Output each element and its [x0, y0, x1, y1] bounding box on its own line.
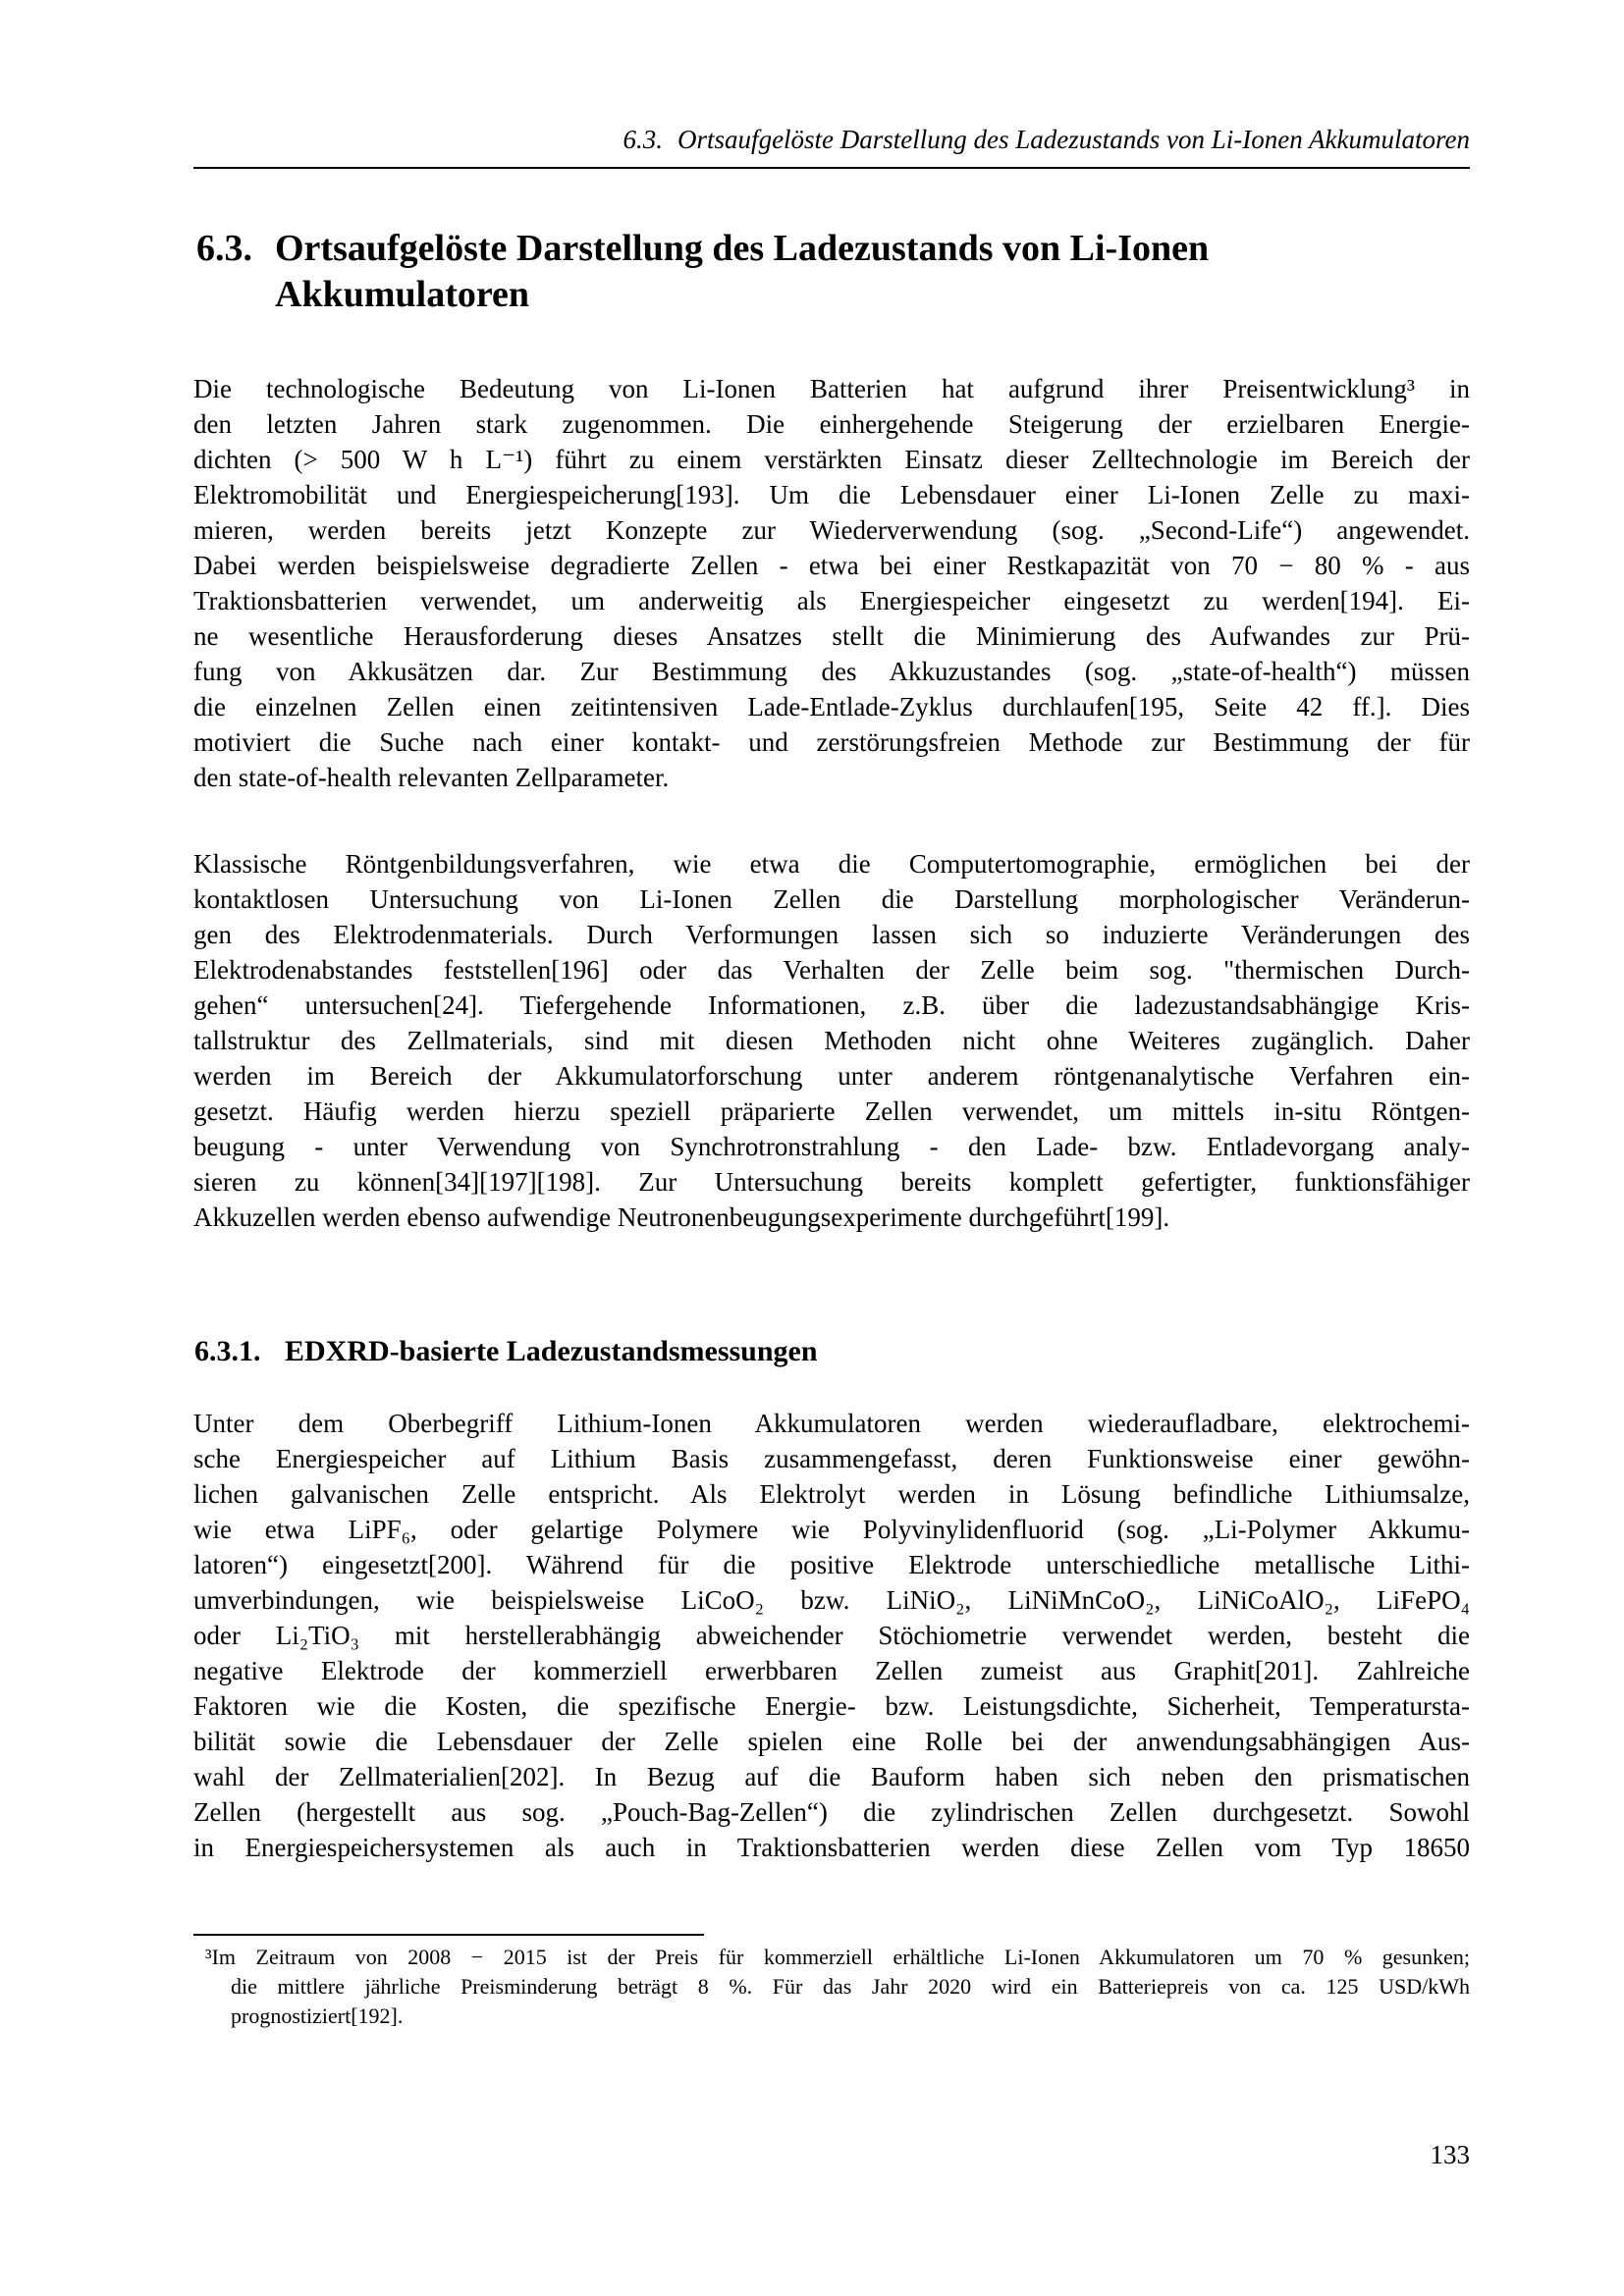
text-line: Elektrodenabstandes feststellen[196] oder das Verhalten der Zelle beim sog. "thermischen Durch- [193, 955, 1470, 985]
text-line: Zellen (hergestellt aus sog. „Pouch-Bag-Zellen“) die zylindrischen Zellen durchgesetzt. Sowohl [193, 1797, 1470, 1827]
subsection-title: EDXRD-basierte Ladezustandsmessungen [285, 1335, 818, 1367]
text-line: Ortsaufgelöste Darstellung des Ladezustands von Li-Ionen [275, 228, 1210, 269]
text-line: Dabei werden beispielsweise degradierte Zellen - etwa bei einer Restkapazität von 70 − 80 % - aus [193, 551, 1470, 580]
header-rule [193, 167, 1470, 169]
text-line: ³Im Zeitraum von 2008 − 2015 ist der Preis für kommerziell erhältliche Li-Ionen Akkumulatoren um 70 % gesunken; [205, 1945, 1470, 1969]
text-line: Unter dem Oberbegriff Lithium-Ionen Akkumulatoren werden wiederaufladbare, elektrochemi- [193, 1409, 1470, 1438]
text-line: latoren“) eingesetzt[200]. Während für die positive Elektrode unterschiedliche metallische Lithi- [193, 1550, 1470, 1579]
footnote [193, 1943, 1470, 2031]
text-line: umverbindungen, wie beispielsweise LiCoO₂ bzw. LiNiO₂, LiNiMnCoO₂, LiNiCoAlO₂, LiFePO₄ [193, 1585, 1470, 1615]
text-line: gesetzt. Häufig werden hierzu speziell präparierte Zellen verwendet, um mittels in-situ Röntgen- [193, 1096, 1470, 1126]
text-line: motiviert die Suche nach einer kontakt- und zerstörungsfreien Methode zur Bestimmung der für [193, 727, 1470, 757]
text-line: Traktionsbatterien verwendet, um anderweitig als Energiespeicher eingesetzt zu werden[194]. Ei- [193, 586, 1470, 615]
text-line: den letzten Jahren stark zugenommen. Die einhergehende Steigerung der erzielbaren Energie- [193, 409, 1470, 439]
text-line: bilität sowie die Lebensdauer der Zelle spielen eine Rolle bei der anwendungsabhängigen Aus- [193, 1727, 1470, 1756]
text-line: die mittlere jährliche Preisminderung beträgt 8 %. Für das Jahr 2020 wird ein Batteriepreis von ca. 125 USD/kWh [231, 1974, 1470, 1999]
running-header-number: 6.3. [623, 125, 664, 154]
footnote-rule [193, 1934, 704, 1936]
text-line: werden im Bereich der Akkumulatorforschung unter anderem röntgenanalytische Verfahren ein- [193, 1061, 1470, 1091]
text-line: Klassische Röntgenbildungsverfahren, wie etwa die Computertomographie, ermöglichen bei der [193, 849, 1470, 879]
text-line: Faktoren wie die Kosten, die spezifische Energie- bzw. Leistungsdichte, Sicherheit, Temperatursta- [193, 1691, 1470, 1721]
text-line: wahl der Zellmaterialien[202]. In Bezug auf die Bauform haben sich neben den prismatischen [193, 1762, 1470, 1791]
text-line: tallstruktur des Zellmaterials, sind mit diesen Methoden nicht ohne Weiteres zugänglich. Daher [193, 1026, 1470, 1055]
paragraph-2 [193, 846, 1470, 1235]
running-header [193, 124, 1470, 155]
text-line: gen des Elektrodenmaterials. Durch Verformungen lassen sich so induzierte Veränderungen des [193, 920, 1470, 949]
text-line: Akkumulatoren [275, 274, 530, 315]
page-number: 133 [1430, 2140, 1470, 2169]
text-line: mieren, werden bereits jetzt Konzepte zur Wiederverwendung (sog. „Second-Life“) angewendet. [193, 515, 1470, 545]
paragraph-3 [193, 1406, 1470, 1865]
section-title [275, 226, 1512, 318]
text-line: sche Energiespeicher auf Lithium Basis zusammengefasst, deren Funktionsweise einer gewöhn- [193, 1444, 1470, 1473]
text-line: Die technologische Bedeutung von Li-Ionen Batterien hat aufgrund ihrer Preisentwicklung³ in [193, 374, 1470, 403]
text-line: lichen galvanischen Zelle entspricht. Als Elektrolyt werden in Lösung befindliche Lithiumsalze, [193, 1479, 1470, 1509]
text-line: Akkuzellen werden ebenso aufwendige Neutronenbeugungsexperimente durchgeführt[199]. [193, 1202, 1170, 1232]
text-line: prognostiziert[192]. [231, 2003, 404, 2028]
text-line: ne wesentliche Herausforderung dieses Ansatzes stellt die Minimierung des Aufwandes zur Prü- [193, 621, 1470, 651]
text-line: in Energiespeichersystemen als auch in Traktionsbatterien werden diese Zellen vom Typ 18650 [193, 1833, 1470, 1862]
paragraph-1 [193, 371, 1470, 795]
text-line: oder Li₂TiO₃ mit herstellerabhängig abweichender Stöchiometrie verwendet werden, besteht die [193, 1621, 1470, 1650]
subsection-number: 6.3.1. [194, 1335, 261, 1367]
text-line: negative Elektrode der kommerziell erwerbbaren Zellen zumeist aus Graphit[201]. Zahlreiche [193, 1656, 1470, 1685]
subsection-heading [194, 1333, 1471, 1370]
text-line: kontaktlosen Untersuchung von Li-Ionen Zellen die Darstellung morphologischer Veränderun- [193, 884, 1470, 914]
running-header-title: Ortsaufgelöste Darstellung des Ladezustands von Li-Ionen Akkumulatoren [677, 125, 1470, 154]
text-line: die einzelnen Zellen einen zeitintensiven Lade-Entlade-Zyklus durchlaufen[195, Seite 42 ff.]. Dies [193, 692, 1470, 721]
text-line: fung von Akkusätzen dar. Zur Bestimmung des Akkuzustandes (sog. „state-of-health“) müssen [193, 657, 1470, 686]
section-heading [196, 226, 1512, 318]
text-line: dichten (> 500 W h L⁻¹) führt zu einem verstärkten Einsatz dieser Zelltechnologie im Bereich der [193, 445, 1470, 474]
text-line: beugung - unter Verwendung von Synchrotronstrahlung - den Lade- bzw. Entladevorgang analy- [193, 1132, 1470, 1161]
text-line: den state-of-health relevanten Zellparameter. [193, 763, 670, 792]
text-line: wie etwa LiPF₆, oder gelartige Polymere wie Polyvinylidenfluorid (sog. „Li-Polymer Akkumu- [193, 1515, 1470, 1544]
text-line: gehen“ untersuchen[24]. Tiefergehende Informationen, z.B. über die ladezustandsabhängige Kris- [193, 990, 1470, 1020]
text-line: Elektromobilität und Energiespeicherung[193]. Um die Lebensdauer einer Li-Ionen Zelle zu maxi- [193, 480, 1470, 509]
section-number: 6.3. [196, 228, 252, 269]
text-line: sieren zu können[34][197][198]. Zur Untersuchung bereits komplett gefertigter, funktionsfähiger [193, 1167, 1470, 1197]
